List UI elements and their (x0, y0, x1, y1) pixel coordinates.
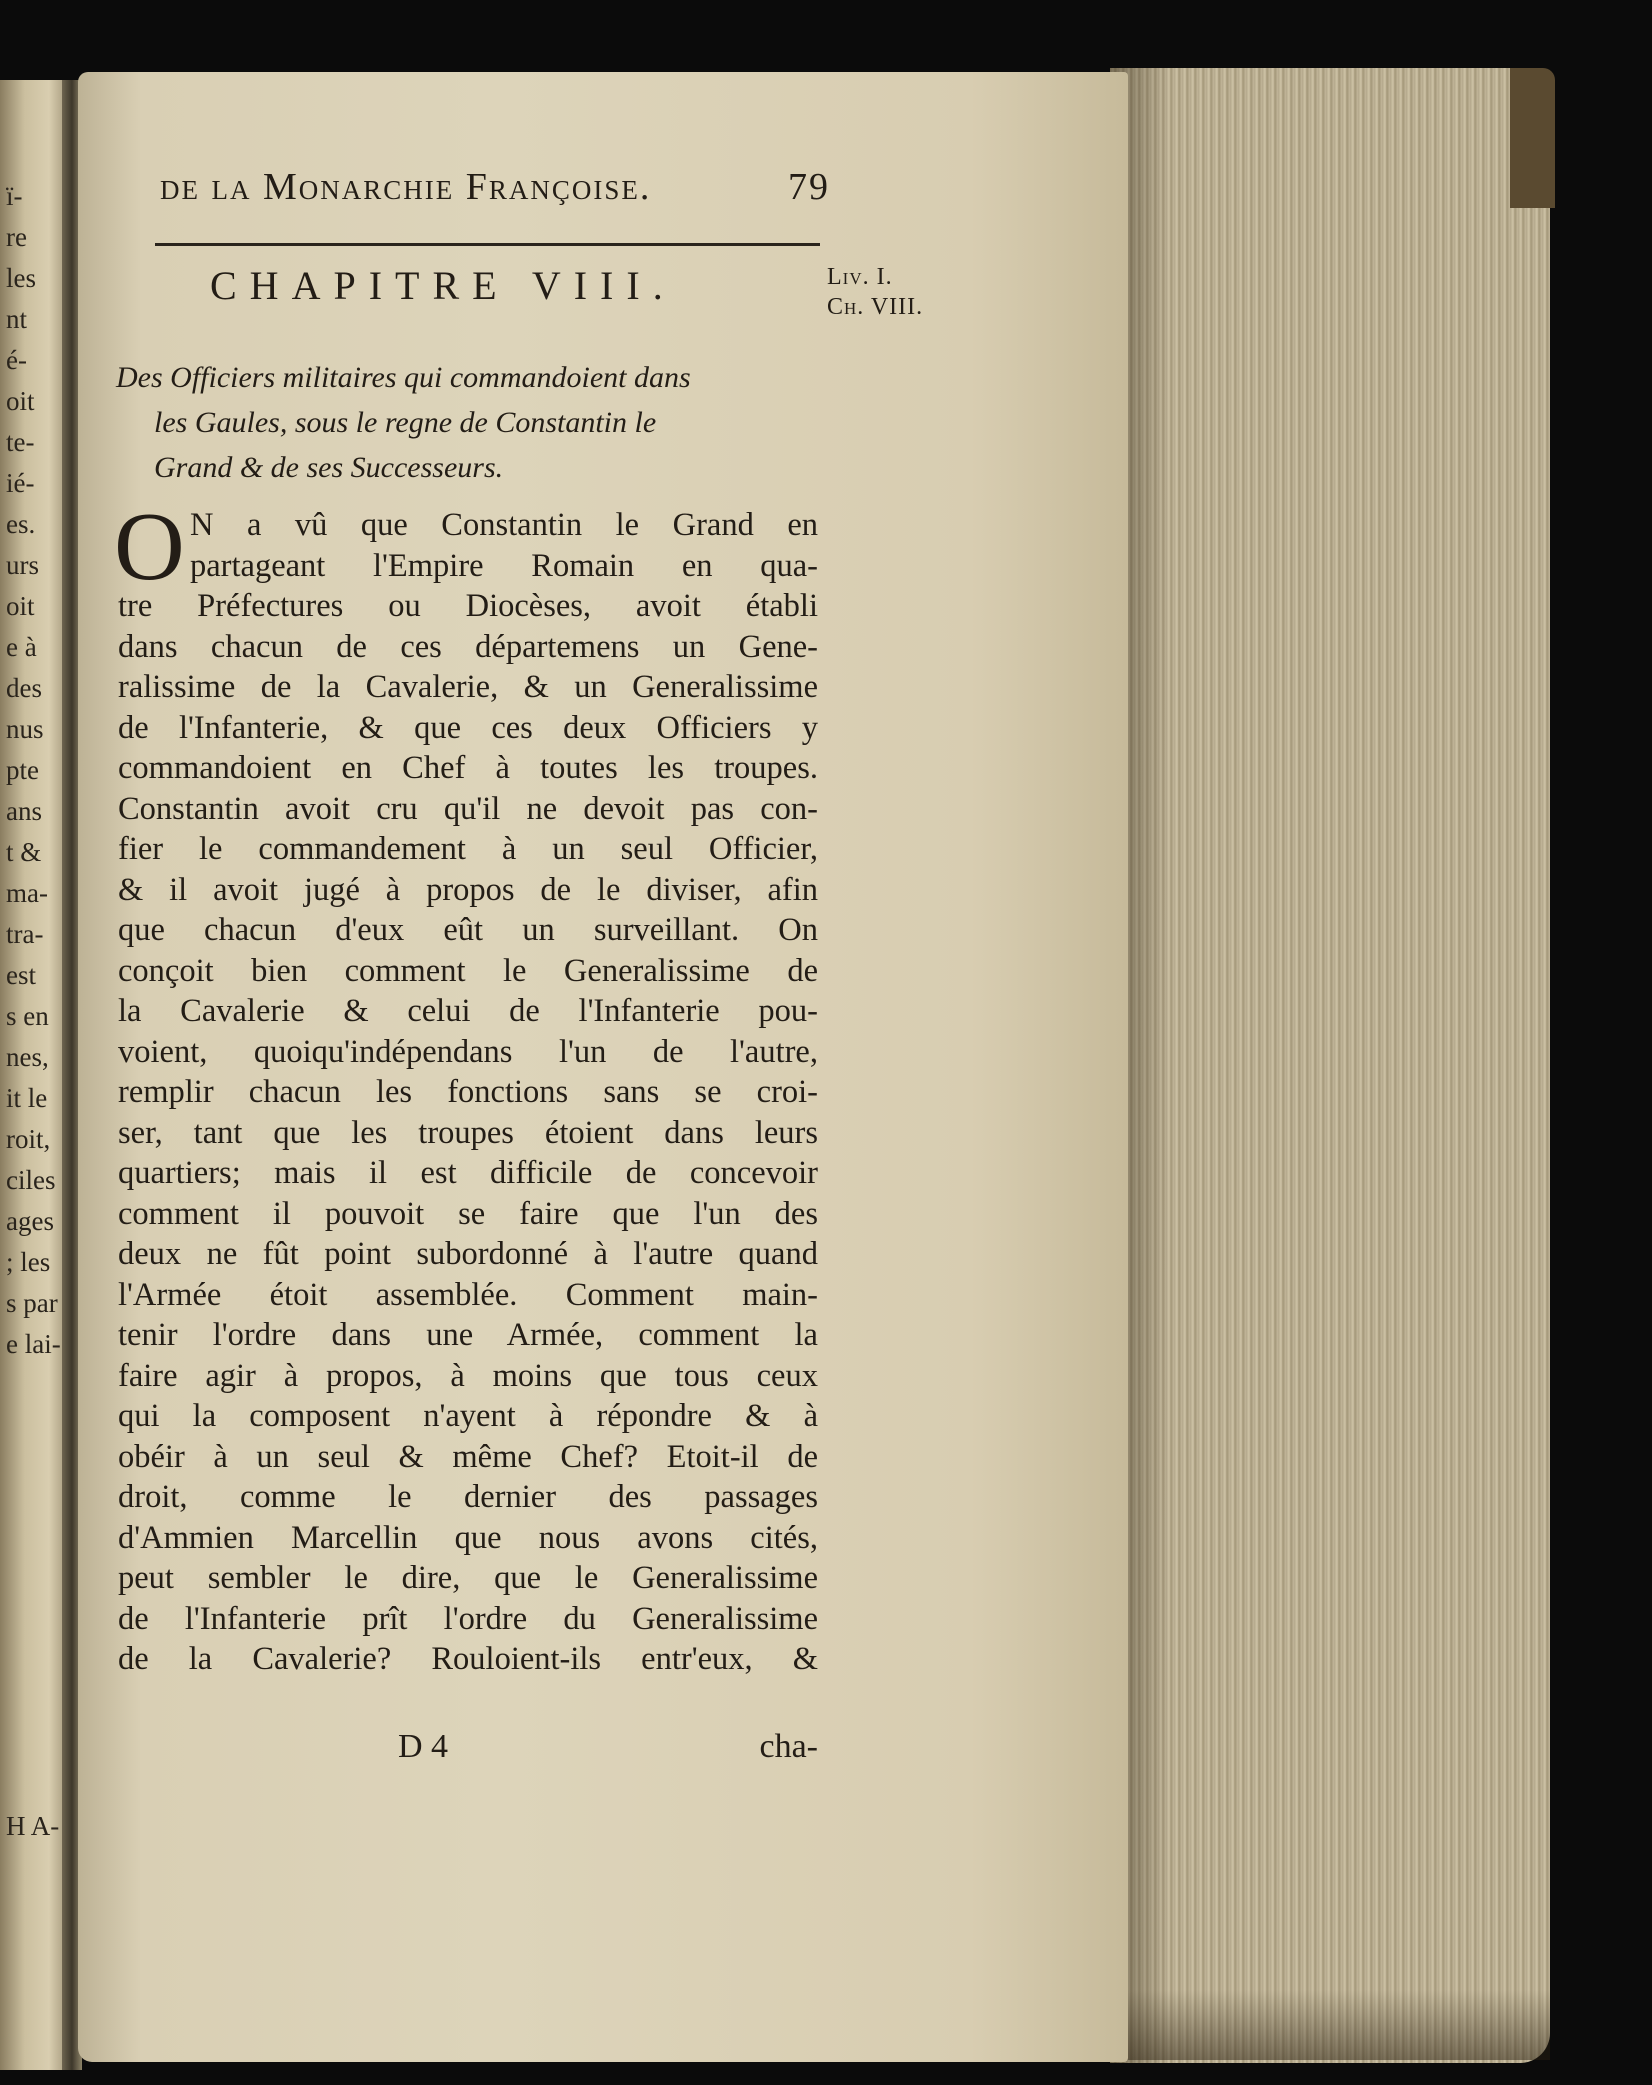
body-line: tre Préfectures ou Diocèses, avoit établi (118, 588, 818, 624)
left-page-fragment: est (6, 960, 36, 990)
left-page-fragment: it le (6, 1083, 48, 1113)
body-text (114, 493, 818, 1680)
chapter-subtitle (116, 355, 826, 490)
left-page-fragment: é- (6, 345, 27, 375)
body-line: peut sembler le dire, que le Generalissime (118, 1560, 818, 1596)
body-line: ralissime de la Cavalerie, & un Generalissime (118, 669, 818, 705)
subtitle-line: les Gaules, sous le regne de Constantin le (154, 406, 657, 439)
left-page-fragment: s par (6, 1288, 58, 1318)
left-page-fragment: ciles (6, 1165, 56, 1195)
left-page-fragment: e lai- (6, 1329, 61, 1359)
body-line: partageant l'Empire Romain en qua- (190, 547, 818, 584)
left-page-fragment: pte (6, 755, 39, 785)
body-line: obéir à un seul & même Chef? Etoit-il de (118, 1438, 818, 1475)
chapter-heading: CHAPITRE VIII. (210, 263, 676, 308)
left-page-fragment: s en (6, 1001, 49, 1031)
marginal-note-book: Liv. I. (827, 264, 893, 290)
left-page-fragment: H A- (6, 1811, 60, 1841)
body-line: ser, tant que les troupes étoient dans leurs (118, 1114, 818, 1151)
body-line: comment il pouvoit se faire que l'un des (118, 1195, 818, 1232)
left-page-fragment: t & (6, 837, 42, 867)
left-page-fragment: tra- (6, 919, 44, 949)
left-page-fragment: es. (6, 509, 36, 539)
left-page-fragment: ans (6, 796, 42, 826)
body-line: commandoient en Chef à toutes les troupes. (118, 750, 818, 786)
body-line: Constantin avoit cru qu'il ne devoit pas con- (118, 790, 818, 827)
page-number: 79 (788, 166, 830, 208)
left-page-fragment: oit (6, 591, 35, 621)
left-page-fragment: les (6, 263, 36, 293)
page-block-edge (1110, 68, 1550, 2063)
body-line: voient, quoiqu'indépendans l'un de l'autre, (118, 1033, 818, 1070)
left-page-fragment: nus (6, 714, 44, 744)
left-page-fragment: ; les (6, 1247, 51, 1277)
header-rule (155, 243, 820, 246)
body-line: quartiers; mais il est difficile de concevoir (118, 1155, 818, 1191)
binding-corner (1510, 68, 1555, 208)
left-page-fragment: des (6, 673, 42, 703)
body-line: N a vû que Constantin le Grand en (190, 507, 818, 543)
left-page-fragment: ages (6, 1206, 54, 1236)
left-page-fragment: ié- (6, 468, 35, 498)
body-line: tenir l'ordre dans une Armée, comment la (118, 1317, 818, 1353)
left-page-fragment: roit, (6, 1124, 51, 1154)
body-line: & il avoit jugé à propos de le diviser, afin (118, 871, 818, 908)
left-page-fragment: te- (6, 427, 35, 457)
edge-bottom-shadow (1110, 1990, 1550, 2060)
body-line: dans chacun de ces départemens un Gene- (118, 628, 818, 665)
left-page-fragment: e à (6, 632, 37, 662)
body-line: deux ne fût point subordonné à l'autre quand (118, 1236, 818, 1272)
marginal-note-chapter: Ch. VIII. (827, 294, 924, 320)
body-line: faire agir à propos, à moins que tous ceux (118, 1357, 818, 1394)
left-page-fragment: urs (6, 550, 39, 580)
subtitle-line: Grand & de ses Successeurs. (154, 451, 504, 484)
left-page-fragment: ma- (6, 878, 48, 908)
subtitle-line: Des Officiers militaires qui commandoient dans (116, 361, 691, 394)
body-line: de l'Infanterie, & que ces deux Officiers y (118, 709, 818, 746)
left-page (0, 80, 70, 2070)
body-line: d'Ammien Marcellin que nous avons cités, (118, 1519, 818, 1556)
catchword: cha- (759, 1728, 818, 1765)
body-line: que chacun d'eux eût un surveillant. On (118, 912, 818, 948)
running-head (160, 165, 830, 209)
left-page-fragment: re (6, 222, 27, 252)
left-page-fragment: nt (6, 304, 28, 334)
left-page-fragment: nes, (6, 1042, 49, 1072)
left-page-fragment: oit (6, 386, 35, 416)
drop-cap: O (114, 493, 185, 601)
marginal-note (827, 262, 923, 322)
body-line: droit, comme le dernier des passages (118, 1479, 818, 1515)
left-page-fragment: ï- (6, 181, 23, 211)
running-head-title: de la Monarchie Françoise. (160, 166, 652, 208)
body-line: de la Cavalerie? Rouloient-ils entr'eux, & (118, 1641, 818, 1677)
body-line: la Cavalerie & celui de l'Infanterie pou- (118, 993, 818, 1029)
body-line: l'Armée étoit assemblée. Comment main- (118, 1276, 818, 1313)
body-line: conçoit bien comment le Generalissime de (118, 952, 818, 989)
signature-mark: D 4 (398, 1728, 449, 1765)
body-line: de l'Infanterie prît l'ordre du Generalissime (118, 1600, 818, 1637)
body-line: remplir chacun les fonctions sans se croi- (118, 1074, 818, 1110)
body-line: qui la composent n'ayent à répondre & à (118, 1398, 818, 1434)
body-line: fier le commandement à un seul Officier, (118, 831, 818, 867)
